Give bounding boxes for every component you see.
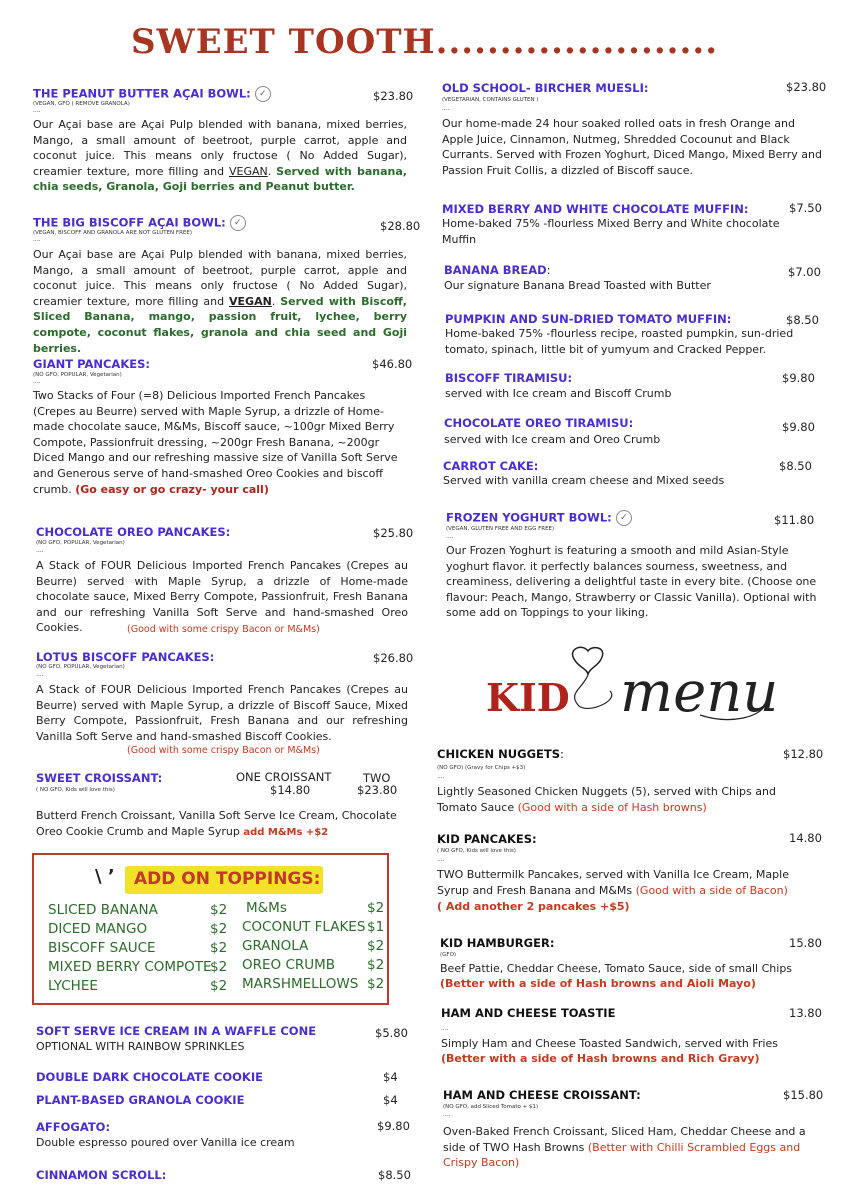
item-name-oreo-pancakes: CHOCOLATE OREO PANCAKES: [36, 525, 231, 539]
topping-name: GRANOLA [242, 938, 309, 954]
item-price-oreo-pancakes: $25.80 [373, 526, 414, 540]
topping-price: $2 [367, 900, 385, 916]
item-note: (NO GFO, POPULAR, Vegetarian) [33, 372, 122, 378]
item-desc-affogato: Double espresso poured over Vanilla ice cream [36, 1136, 295, 1149]
item-price-chicken-nuggets: $12.80 [783, 747, 824, 761]
item-name-granola-cookie: PLANT-BASED GRANOLA COOKIE [36, 1093, 245, 1107]
item-price-cinnamon-scroll: $8.50 [378, 1168, 411, 1182]
item-note: (NO GFO, add Sliced Tomato + $1) [443, 1104, 539, 1110]
item-name-peanut-acai: THE PEANUT BUTTER AÇAI BOWL: ✓ [33, 86, 271, 102]
item-price-muffin: $7.50 [789, 201, 822, 215]
item-name-biscoff-tiramisu: BISCOFF TIRAMISU: [445, 371, 573, 385]
item-name-kid-hamburger: KID HAMBURGER: [440, 936, 555, 950]
topping-price: $1 [367, 919, 385, 935]
item-name-sweet-croissant: SWEET CROISSANT: [36, 771, 163, 785]
item-note: (NO GFO, POPULAR, Vegetarian) [36, 540, 125, 546]
item-tip: (Good with some crispy Bacon or M&Ms) [127, 624, 320, 635]
item-price-granola-cookie: $4 [383, 1093, 398, 1107]
item-name-carrot-cake: CARROT CAKE: [443, 459, 539, 473]
item-name-chicken-nuggets: CHICKEN NUGGETS: [437, 747, 564, 761]
item-name-ham-cheese-croissant: HAM AND CHEESE CROISSANT: [443, 1088, 641, 1102]
item-name-muffin: MIXED BERRY AND WHITE CHOCOLATE MUFFIN: [442, 202, 749, 216]
item-price-carrot-cake: $8.50 [779, 459, 812, 473]
item-price-biscoff-tiramisu: $9.80 [782, 371, 815, 385]
topping-price: $2 [367, 938, 385, 954]
dots: .... [446, 533, 454, 540]
item-desc-oreo-tiramisu: served with Ice cream and Oreo Crumb [444, 433, 661, 446]
item-price-giant-pancakes: $46.80 [372, 357, 413, 371]
item-price-kid-pancakes: 14.80 [789, 831, 822, 845]
item-price-dark-cookie: $4 [383, 1070, 398, 1084]
item-desc-chicken-nuggets: Lightly Seasoned Chicken Nuggets (5), served with Chips and Tomato Sauce (Good with a side of Hash browns) [437, 785, 776, 814]
vegan-leaf-icon: ✓ [230, 215, 246, 231]
topping-price: $2 [210, 978, 228, 994]
item-desc-frozen-yoghurt: Our Frozen Yoghurt is featuring a smooth and mild Asian-Style yoghurt flavor. it perfectly balances sourness, sweetness, and creaminess, delivering a delightful taste in every bite. (Choose one flavour: Peach, Mango, Strawberry or Classic Vanilla). Optional with some add on Toppings to your liking. [446, 544, 817, 620]
topping-price: $2 [210, 959, 228, 975]
dots: .... [33, 107, 41, 114]
dots: .... [36, 547, 44, 554]
dots: .... [36, 671, 44, 678]
item-note: (NO GFO) (Gravy for Chips +$3) [437, 765, 526, 771]
topping-name: LYCHEE [48, 978, 98, 994]
item-desc-biscoff-tiramisu: served with Ice cream and Biscoff Crumb [445, 387, 672, 400]
item-name-soft-serve: SOFT SERVE ICE CREAM IN A WAFFLE CONE [36, 1024, 317, 1038]
item-name-frozen-yoghurt: FROZEN YOGHURT BOWL: ✓ [446, 510, 632, 526]
item-name-giant-pancakes: GIANT PANCAKES: [33, 357, 150, 371]
item-price-banana-bread: $7.00 [788, 265, 821, 279]
item-name-lotus-pancakes: LOTUS BISCOFF PANCAKES: [36, 650, 215, 664]
item-name-kid-pancakes: KID PANCAKES: [437, 832, 537, 846]
item-name-cinnamon-scroll: CINNAMON SCROLL: [36, 1168, 167, 1182]
topping-price: $2 [210, 921, 228, 937]
item-price-kid-hamburger: 15.80 [789, 936, 822, 950]
item-desc-pumpkin-muffin: Home-baked 75% -flourless recipe, roasted pumpkin, sun-dried tomato, spinach, little bit of yumyum and Cracked Pepper. [445, 327, 794, 356]
item-desc-lotus-pancakes: A Stack of FOUR Delicious Imported French Pancakes (Crepes au Beurre) served with Maple Syrup, a drizzle of Biscoff Sauce, Mixed Berry Compote, Passionfruit, Fresh Banana and our refreshing Vanilla Soft Serve and hand-smashed Biscoff Cookies. [36, 683, 408, 743]
page-title: SWEET TOOTH...................... [130, 22, 719, 62]
item-tip: (Good with some crispy Bacon or M&Ms) [127, 745, 320, 756]
item-note: (VEGAN, GLUTEN FREE AND EGG FREE) [446, 526, 555, 532]
dots: .... [33, 378, 41, 385]
item-note: ( NO GFO, Kids will love this) [36, 787, 115, 793]
item-desc-carrot-cake: Served with vanilla cream cheese and Mixed seeds [443, 474, 725, 487]
item-desc-ham-cheese-croissant: Oven-Baked French Croissant, Sliced Ham, Cheddar Cheese and a side of TWO Hash Browns (Better with Chilli Scrambled Eggs and Crispy Bacon) [443, 1125, 806, 1170]
item-note: (VEGAN, BISCOFF AND GRANOLA ARE NOT GLUTEN FREE) [33, 230, 192, 236]
item-tip: (Better with a side of Hash browns and Aioli Mayo) [440, 977, 756, 990]
item-tip: ( Add another 2 pancakes +$5) [437, 900, 630, 913]
item-note: (NO GFO, POPULAR, Vegetarian) [36, 664, 125, 670]
sparkle-icon: \ ’ [95, 866, 115, 887]
item-name-affogato: AFFOGATO: [36, 1120, 111, 1134]
item-desc-soft-serve: OPTIONAL WITH RAINBOW SPRINKLES [36, 1040, 245, 1053]
item-price-soft-serve: $5.80 [375, 1026, 408, 1040]
item-note: (GFO) [440, 952, 457, 958]
toppings-heading: ADD ON TOPPINGS: [134, 869, 321, 889]
dots: .... [437, 856, 445, 863]
item-name-biscoff-acai: THE BIG BISCOFF AÇAI BOWL: ✓ [33, 215, 246, 231]
item-desc-banana-bread: Our signature Banana Bread Toasted with Butter [444, 279, 711, 292]
item-price-muesli: $23.80 [786, 80, 827, 94]
topping-price: $2 [210, 902, 228, 918]
dots: .... [441, 1025, 449, 1032]
item-price-ham-cheese-croissant: $15.80 [783, 1088, 824, 1102]
dots: .... [33, 236, 41, 243]
topping-name: M&Ms [246, 900, 287, 916]
item-name-oreo-tiramisu: CHOCOLATE OREO TIRAMISU: [444, 416, 634, 430]
topping-price: $2 [367, 957, 385, 973]
dots: .... [442, 105, 450, 112]
item-price-ham-cheese-toastie: 13.80 [789, 1006, 822, 1020]
topping-name: MIXED BERRY COMPOTE [48, 959, 212, 975]
item-name-muesli: OLD SCHOOL- BIRCHER MUESLI: [442, 81, 649, 95]
item-desc-oreo-pancakes: A Stack of FOUR Delicious Imported French Pancakes (Crepes au Beurre) served with Maple Syrup, a drizzle of Home-made chocolate sauce, Mixed Berry Compote, Passionfruit, Fresh Banana and our refreshing Vanilla Soft Serve and hand-smashed Oreo Cookies. [36, 559, 408, 635]
item-desc-ham-cheese-toastie: Simply Ham and Cheese Toasted Sandwich, served with Fries [441, 1037, 778, 1050]
item-price-pumpkin-muffin: $8.50 [786, 313, 819, 327]
topping-name: OREO CRUMB [242, 957, 336, 973]
item-name-banana-bread: BANANA BREAD: [444, 263, 551, 277]
item-tip: (Better with a side of Hash browns and Rich Gravy) [441, 1052, 760, 1065]
croissant-two-label: TWO [363, 771, 391, 785]
item-note: (VEGAN, GFO ( REMOVE GRANOLA) [33, 101, 130, 107]
topping-name: SLICED BANANA [48, 902, 158, 918]
item-desc-sweet-croissant: Butterd French Croissant, Vanilla Soft Serve Ice Cream, Chocolate Oreo Cookie Crumb and Maple Syrup add M&Ms +$2 [36, 809, 397, 838]
dots: .... [437, 773, 445, 780]
menu-heading: menu [620, 660, 779, 725]
item-price-peanut-acai: $23.80 [373, 89, 414, 103]
topping-name: MARSHMELLOWS [242, 976, 359, 992]
item-note: ( NO GFO, Kids will love this) [437, 848, 516, 854]
item-name-ham-cheese-toastie: HAM AND CHEESE TOASTIE [441, 1006, 616, 1020]
vegan-leaf-icon: ✓ [616, 510, 632, 526]
item-desc-biscoff-acai: Our Açai base are Açai Pulp blended with banana, mixed berries, Mango, a small amount of beetroot, purple carrot, apple and coconut juice. This means only fructose ( No Added Sugar), creamier texture, more filling and VEGAN. Served with Biscoff, Sliced Banana, mango, passion fruit, lychee, berry compote, coconut flakes, granola and chia seed and Goji berries. [33, 248, 407, 355]
item-price-biscoff-acai: $28.80 [380, 219, 421, 233]
item-price-affogato: $9.80 [377, 1119, 410, 1133]
item-note: (VEGETARIAN, CONTAINS GLUTEN ) [442, 97, 539, 103]
kid-heading: KID [486, 675, 570, 720]
item-desc-muffin: Home-baked 75% -flourless Mixed Berry and White chocolate Muffin [442, 217, 780, 246]
item-name-dark-cookie: DOUBLE DARK CHOCOLATE COOKIE [36, 1070, 263, 1084]
topping-name: COCONUT FLAKES [242, 919, 366, 935]
croissant-one-label: ONE CROISSANT [236, 770, 332, 784]
croissant-two-price: $23.80 [357, 783, 398, 797]
item-price-lotus-pancakes: $26.80 [373, 651, 414, 665]
vegan-leaf-icon: ✓ [255, 86, 271, 102]
topping-name: BISCOFF SAUCE [48, 940, 156, 956]
croissant-one-price: $14.80 [270, 783, 311, 797]
item-price-frozen-yoghurt: $11.80 [774, 513, 815, 527]
item-desc-muesli: Our home-made 24 hour soaked rolled oats in fresh Orange and Apple Juice, Cinnamon, Nutmeg, Shredded Cocounut and Black Currants. Served with Frozen Yoghurt, Diced Mango, Mixed Berry and Passion Fruit Collis, a dizzled of Biscoff sauce. [442, 117, 822, 177]
dots: .... [443, 1111, 451, 1118]
item-desc-kid-pancakes: TWO Buttermilk Pancakes, served with Vanilla Ice Cream, Maple Syrup and Fresh Banana and M&Ms (Good with a side of Bacon) [437, 868, 789, 897]
topping-name: DICED MANGO [48, 921, 148, 937]
item-desc-peanut-acai: Our Açai base are Açai Pulp blended with banana, mixed berries, Mango, a small amount of beetroot, purple carrot, apple and coconut juice. This means only fructose ( No Added Sugar), creamier texture, more filling and VEGAN. Served with banana, chia seeds, Granola, Goji berries and Peanut butter. [33, 118, 407, 194]
topping-price: $2 [210, 940, 228, 956]
item-price-oreo-tiramisu: $9.80 [782, 420, 815, 434]
item-desc-giant-pancakes: Two Stacks of Four (=8) Delicious Imported French Pancakes (Crepes au Beurre) served with Maple Syrup, a drizzle of Home-made chocolate sauce, M&Ms, Biscoff sauce, ~100gr Mixed Berry Compote, Passionfruit dressing, ~200gr Fresh Banana, ~200gr Diced Mango and our refreshing massive size of Vanilla Soft Serve and Generous serve of hand-smashed Oreo Cookies and biscoff crumb. (Go easy or go crazy- your call) [33, 389, 398, 496]
item-name-pumpkin-muffin: PUMPKIN AND SUN-DRIED TOMATO MUFFIN: [445, 312, 732, 326]
item-desc-kid-hamburger: Beef Pattie, Cheddar Cheese, Tomato Sauce, side of small Chips [440, 962, 793, 975]
topping-price: $2 [367, 976, 385, 992]
